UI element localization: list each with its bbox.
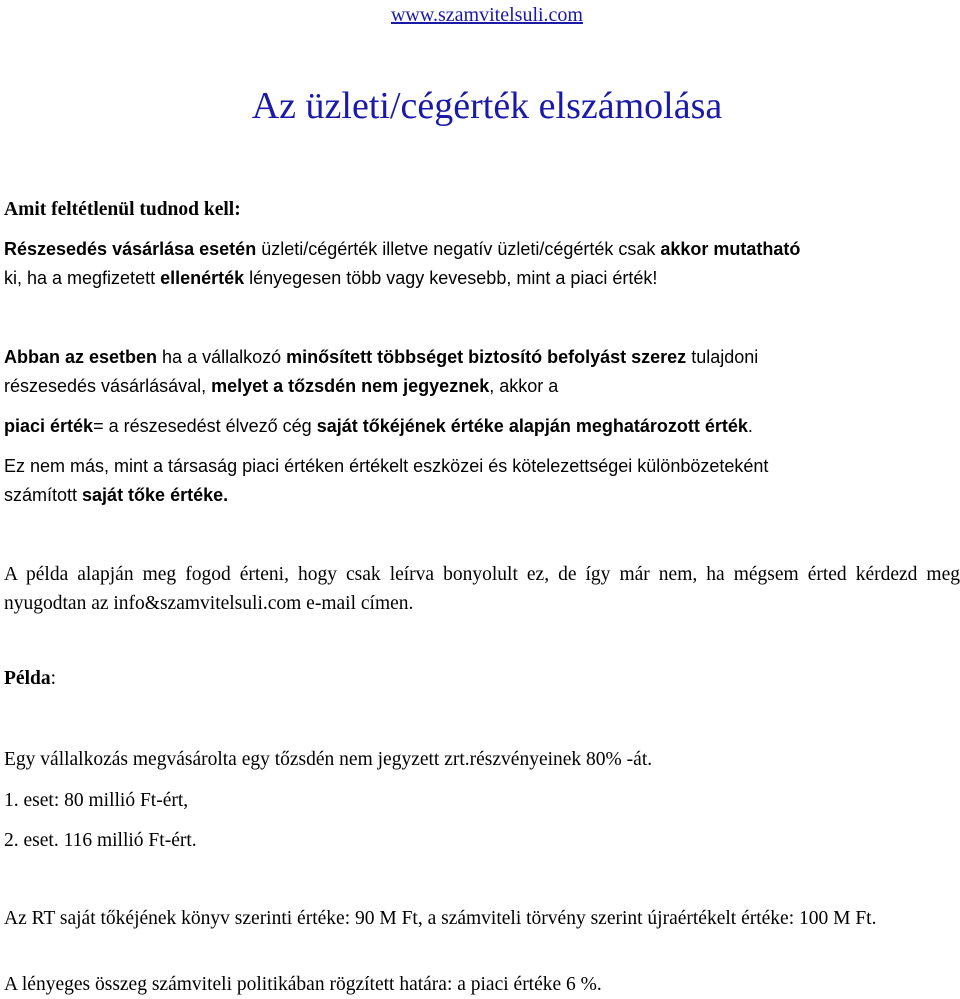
condition-bold-3: melyet a tőzsdén nem jegyeznek [211,376,490,396]
intro-text-1: üzleti/cégérték illetve negatív üzleti/cégérték csak [256,239,661,259]
market-value-definition [4,412,960,441]
condition-text-2: tulajdoni [686,347,759,367]
example-purchase: Egy vállalkozás megvásárolta egy tőzsdén nem jegyzett zrt.részvényeinek 80% -át. [4,749,653,770]
must-know-heading-text: Amit feltétlenül tudnod kell: [4,199,241,220]
intro-text-2: ki, ha a megfizetett [4,268,161,288]
definition-bold-2: saját tőkéjének értéke alapján meghatározott érték [316,416,748,436]
intro-bold-1: Részesedés vásárlása esetén [4,239,257,259]
explanation-text-1: Ez nem más, mint a társaság piaci értéken értékelt eszközei és kötelezettségei különbözeteként [4,456,769,476]
condition-bold-2: minősített többséget biztosító befolyást szerez [286,347,687,367]
explanation-text-2: számított [4,485,83,505]
page-title: Az üzleti/cégérték elszámolása [251,85,723,127]
intro-paragraph [4,235,960,293]
site-link[interactable]: www.szamvitelsuli.com [390,4,583,26]
equity-explanation [4,452,960,510]
condition-text-1: ha a vállalkozó [157,347,287,367]
explanation-bold-1: saját tőke értéke. [82,485,229,505]
condition-bold-1: Abban az esetben [4,347,158,367]
definition-text-1: = a részesedést élvező cég [93,416,317,436]
condition-paragraph [4,343,960,401]
intro-bold-2: akkor mutatható [660,239,801,259]
condition-text-3: részesedés vásárlásával, [4,376,212,396]
example-intro-paragraph: A példa alapján meg fogod érteni, hogy csak leírva bonyolult ez, de így már nem, ha mégsem érted kérdezd meg nyugodtan az info&szamvitelsuli.com e-mail címen. [4,564,960,614]
example-label: Példa [4,668,51,689]
example-colon: : [50,668,57,689]
example-materiality: A lényeges összeg számviteli politikában rögzített határa: a piaci értéke 6 %. [4,974,602,995]
example-book-value: Az RT saját tőkéjének könyv szerinti értéke: 90 M Ft, a számviteli törvény szerint újraértékelt értéke: 100 M Ft. [4,908,877,929]
example-case-2: 2. eset. 116 millió Ft-ért. [4,830,197,851]
example-case-1: 1. eset: 80 millió Ft-ért, [4,790,189,811]
definition-text-2: . [747,416,753,436]
must-know-heading [4,195,960,224]
condition-text-4: , akkor a [489,376,559,396]
intro-text-3: lényegesen több vagy kevesebb, mint a piaci érték! [244,268,658,288]
definition-bold-1: piaci érték [4,416,94,436]
example-heading [4,664,960,693]
intro-bold-3: ellenérték [160,268,245,288]
